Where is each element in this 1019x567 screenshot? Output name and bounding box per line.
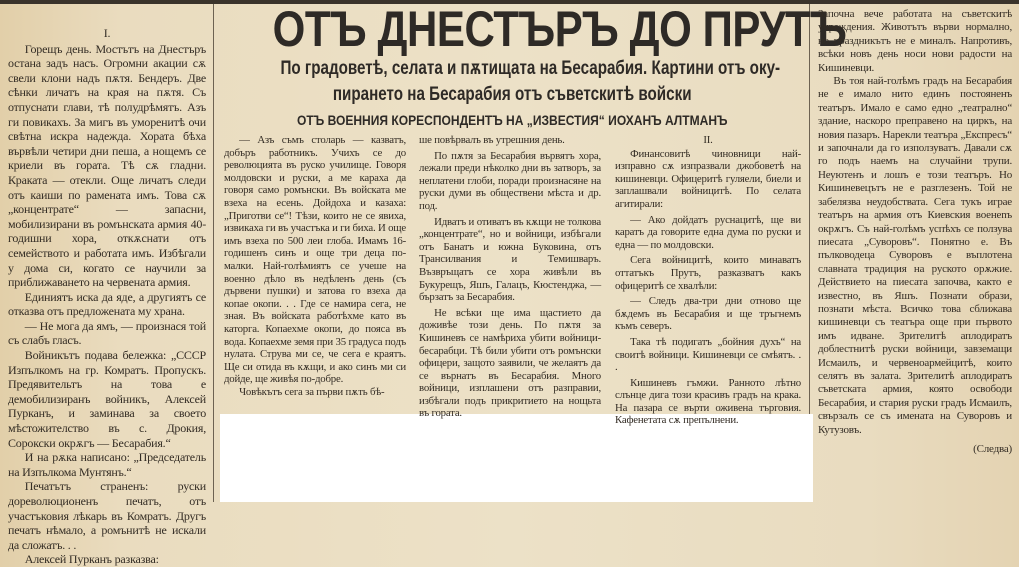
- headline-container: [218, 1, 847, 57]
- column-4: [615, 134, 801, 427]
- byline-text: ОТЪ ВОЕННИЯ КОРЕСПОНДЕНТЪ НА „ИЗВЕСТИЯ“ ИОХАНЪ АЛТМАНЪ: [296, 112, 728, 128]
- paragraph: Сега войницитѣ, които минаватъ оттатъкъ Прутъ, разказватъ какъ офицеритѣ се хвалѣли:: [615, 254, 801, 292]
- paragraph: Идватъ и отиватъ въ кѫщи не толкова „концентрате“, но и войници, избѣгали отъ Банатъ и южна Буковина, отъ Трансилвания и Темишваръ. Възвръщатъ се хора живѣли въ Букурещъ, Яшъ, Галацъ, Кюстенджа, — бързатъ за Бесарабия.: [419, 215, 601, 304]
- paragraph: Така тѣ подигатъ „бойния духъ“ на своитѣ войници. Кишиневци се смѣятъ. . .: [615, 335, 801, 374]
- paragraph: Човѣкътъ сега за първи пѫть бѣ-: [239, 385, 385, 398]
- column-5: [818, 8, 1012, 456]
- paragraph: Горещъ день. Мостътъ на Днестъръ остана задъ насъ. Огромни акации сѫ свели клони надъ пѫтя. Бендеръ. Две сѣнки личатъ на края на пѫтя. Съ отпуснати глави, тѣ полудрѣмятъ. Азъ ги повикахъ. За мигъ въ уморенитѣ очи свѣтна искра надежда. Хората бѣха вървѣли четири дни пеша, а нощемъ се криели въ гората. Тѣ сѫ гладни. Краката — отекли. Още личатъ следи отъ каиши по рамената имъ. Това сѫ „концентрате“ — запасни, мобилизирани въ ромънската армия 40-годишни хора, откѫснати отъ семейството и работата имъ. Избѣгали у дома си, когато се научили за приближаването на червената армия.: [8, 41, 206, 290]
- paragraph: Не всѣки ще има щастието да доживѣе този день. По пѫтя за Кишиневъ се намѣриха убити войници-бесарабци. Тѣ били убити отъ ромънски офицери, защото заявили, че желаятъ да се върнатъ въ Бесарабия. Много войници, изплашени отъ разправии, избѣгали подъ прикритието на нощьта въ гората.: [419, 306, 601, 420]
- paragraph: — Не мога да ямъ, — произнася той съ слабъ гласъ.: [8, 318, 206, 348]
- paragraph: — Азъ съмъ столарь — казватъ, добъръ работникъ. Учихъ се до революцията въ руско училище. Говоря молдовски и руски, а ме караха да говоря само ромънски. Въ войската ме взеха на есень. Дойдоха и казаха: „Приготви се“! Тѣзи, които не се явиха, извикаха ги въ участъка и ги биха. И още имъ взеха по 500 леи глоба. Имамъ 16-годишенъ синъ и още три деца по-малки. Най-голѣмиятъ се учеше на военно дѣло въ недѣленъ день (съ дървени пушки) и затова го взеха да копае окопи. . . Где се намира сега, не зная. Въ войската работѣхме като въ каторга. Копаехме окопи, до пояса въ вода. Копаехме земя при 35 градуса подъ нулата. Струва ми се, че сега е краятъ. Ще си отида въ кѫщи, и ако синъ ми си дойде, ще живѣя по-добре.: [224, 134, 406, 386]
- paragraph: ше повѣрвалъ въ утрешния день.: [419, 134, 565, 146]
- paragraph: — Следъ два-три дни отново ще бѫдемъ въ Бесарабия и ще тръгнемъ къмъ северъ.: [615, 295, 801, 333]
- paragraph: По пѫтя за Бесарабия вървятъ хора, лежали преди нѣколко дни въ затворъ, за неплатени глоби, поради произнасяне на руски думи въ обществени мѣста и др. под.: [419, 149, 601, 212]
- subtitle-line-1: [218, 58, 806, 80]
- column-3: [419, 134, 601, 420]
- paragraph: Войникътъ подава бележка: „СССР Изпълкомъ на гр. Комратъ. Пропускъ. Предявительтъ на това е демобилизиранъ войникъ, Алексей Пурканъ, и заминава за своето мѣстожителство въ с. Дрокия, Сорокски окрѫгъ — Бесарабия.“: [8, 348, 206, 450]
- paragraph: И на рѫка написано: „Председатель на Изпълкома Мунтянъ.“: [8, 450, 206, 479]
- subtitle-text: По градоветѣ, селата и пѫтищата на Бесарабия. Картини отъ оку-: [280, 58, 781, 79]
- paragraph: Финансовитѣ чиновници най-изправно сѫ изпразвали джобоветѣ на кишиневци. Офицеритѣ гуляели, биели и заплашвали войницитѣ. По селата агитирали:: [615, 147, 801, 210]
- continued-note: (Следва): [973, 443, 1012, 455]
- blank-area: [220, 414, 813, 502]
- headline: ОТЪ ДНЕСТЪРЪ ДО ПРУТЪ: [272, 1, 847, 57]
- paragraph: Започна вече работата на съветскитѣ учреждения. Животътъ върви нормално, но праздникътъ не е миналъ. Напротивъ, всѣки новъ день носи нови радости на Кишиневци.: [818, 8, 1012, 74]
- paragraph: Печатътъ страненъ: руски дореволюционенъ печатъ, отъ участъковия лѣкарь въ Комратъ. Другъ печатъ нѣмало, а ромънитѣ не искали да сложатъ. . .: [8, 479, 206, 552]
- paragraph: — Ако дойдатъ руснацитѣ, ще ви каратъ да говорите една дума по руски и една — по молдовски.: [615, 213, 801, 251]
- column-rule-left: [213, 4, 214, 502]
- subtitle-text: пирането на Бесарабия отъ съветскитѣ войски: [332, 84, 692, 105]
- section-heading: I.: [103, 26, 111, 40]
- column-2: [224, 134, 406, 398]
- section-heading: II.: [703, 134, 713, 146]
- paragraph: Единиятъ иска да яде, а другиятъ се отказва отъ предложената му храна.: [8, 289, 206, 319]
- paragraph: Алексей Пурканъ разказва:: [24, 552, 159, 567]
- column-1: [8, 26, 206, 567]
- subtitle-line-2: [218, 84, 806, 106]
- paragraph: Кишиневъ гъмжи. Ранното лѣтно слънце дига този красивъ градъ на крака. На пазара се върти оживена търговия. Кафенетата сѫ препълнени.: [615, 376, 801, 427]
- byline: [218, 112, 806, 130]
- paragraph: Въ тоя най-голѣмъ градъ на Бесарабия не е имало нито единъ постояненъ театъръ. Имало е само едно „театрално“ здание, наскоро преправено на циркъ, на новия пазаръ. Нарекли театъра „Експресъ“ и започнали да го използуватъ. Давали сѫ го подъ наемъ на случайни трупи. Неуютенъ и лошъ е този театъръ. Но Кишиневецътъ не е разглезенъ. Той не забелязва неудобствата. Сега тукъ играе театъръ на армия отъ Киевския военenъ окрѫгъ. Съ най-голѣмъ успѣхъ се ползува пиесата „Суворовъ“. Понятно е. Въ пълководеца Суворовъ е въплотена славната традиция на руското орѫжие. Действието на пиесата започва, както е известно, въ Яшъ. Познати образи, познати мѣста. Всичко това сближава кишиневци съ театъра още при първото имъ идване. Зрителитѣ аплодиратъ доблестнитѣ руски войници, завземащи Исмаилъ, и червеноармейцитѣ, които селятъ въ залата. Зрителитѣ аплодиратъ съветската армия, която освободи Бесарабия, и стария руски градъ Исмаилъ, свързалъ се съ имената на Суворовъ и Кутузовъ.: [818, 75, 1012, 436]
